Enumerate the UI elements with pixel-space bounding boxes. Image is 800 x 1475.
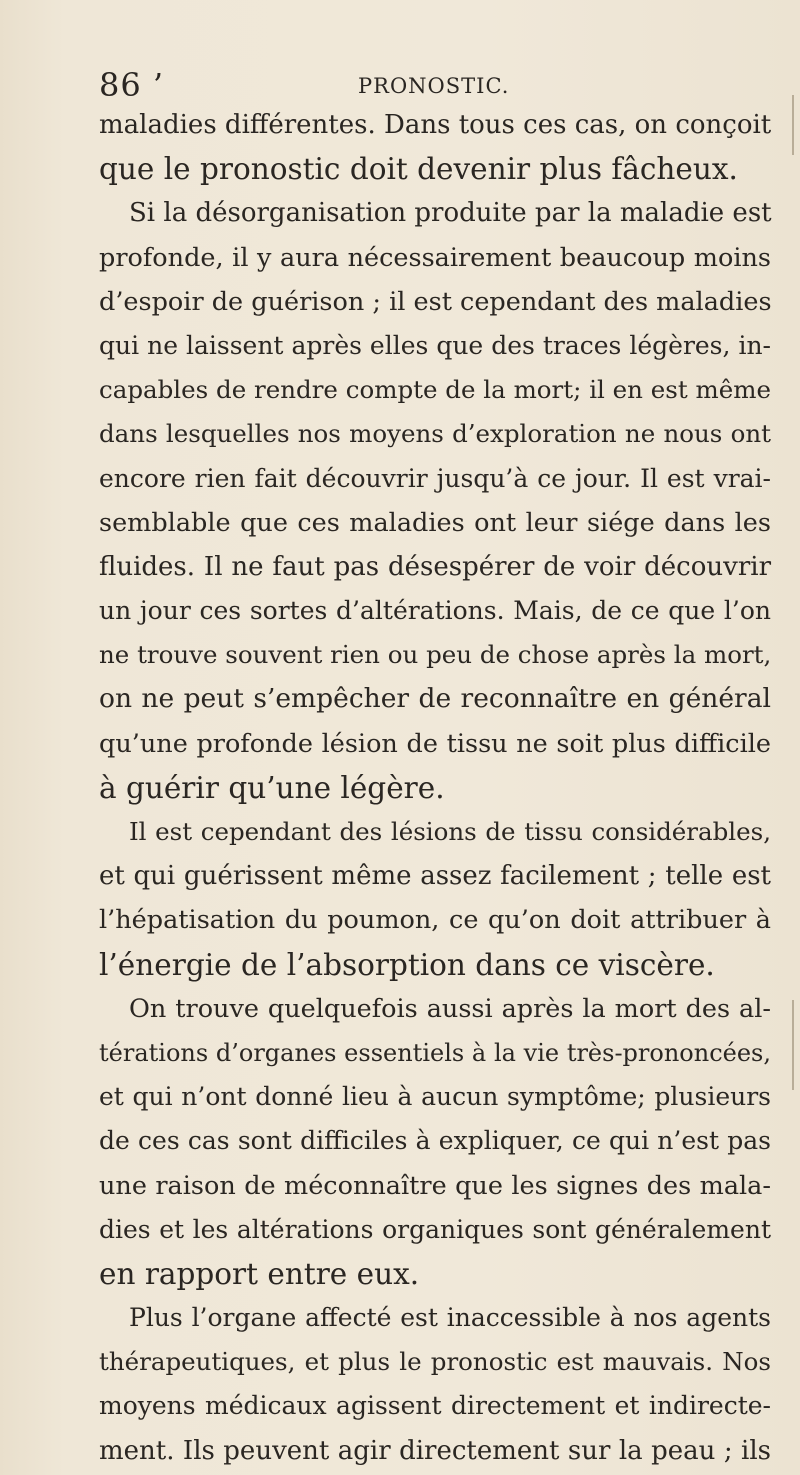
text-line: thérapeutiques, et plus le pronostic est mauvais. Nos bbox=[99, 1347, 771, 1377]
text-line: Plus l’organe affecté est inaccessible à nos agents bbox=[129, 1303, 771, 1333]
page-header bbox=[99, 60, 760, 104]
text-line: l’énergie de l’absorption dans ce viscère. bbox=[99, 947, 715, 982]
text-line: dies et les altérations organiques sont généralement bbox=[99, 1214, 771, 1244]
text-line: en rapport entre eux. bbox=[99, 1256, 420, 1291]
text-line: qu’une profonde lésion de tissu ne soit plus difficile bbox=[99, 728, 771, 759]
text-line: que le pronostic doit devenir plus fâcheux. bbox=[99, 152, 738, 187]
text-line: Il est cependant des lésions de tissu considérables, bbox=[129, 817, 771, 846]
text-line: qui ne laissent après elles que des traces légères, in- bbox=[99, 330, 771, 360]
text-line: dans lesquelles nos moyens d’exploration ne nous ont bbox=[99, 419, 771, 449]
text-line: capables de rendre compte de la mort; il en est même bbox=[99, 375, 771, 405]
text-line: ne trouve souvent rien ou peu de chose après la mort, bbox=[99, 640, 772, 670]
text-line: un jour ces sortes d’altérations. Mais, de ce que l’on bbox=[99, 596, 771, 626]
text-line: fluides. Il ne faut pas désespérer de voir découvrir bbox=[99, 551, 771, 582]
text-line: Si la désorganisation produite par la maladie est bbox=[129, 198, 772, 229]
text-line: une raison de méconnaître que les signes des mala- bbox=[99, 1170, 771, 1201]
text-line: d’espoir de guérison ; il est cependant des maladies bbox=[99, 286, 772, 317]
body-text bbox=[99, 103, 771, 1473]
text-line: On trouve quelquefois aussi après la mort des al- bbox=[129, 993, 771, 1024]
text-line: maladies différentes. Dans tous ces cas, on conçoit bbox=[99, 110, 772, 140]
text-line: à guérir qu’une légère. bbox=[99, 770, 445, 805]
text-line: on ne peut s’empêcher de reconnaître en général bbox=[99, 683, 771, 715]
text-line: profonde, il y aura nécessairement beaucoup moins bbox=[99, 242, 771, 273]
text-line: térations d’organes essentiels à la vie très-prononcées, bbox=[99, 1038, 771, 1067]
page-number: 86 ’ bbox=[99, 66, 165, 104]
text-line: et qui n’ont donné lieu à aucun symptôme; plusieurs bbox=[99, 1082, 771, 1112]
page-edge-mark bbox=[792, 1000, 794, 1090]
text-line: et qui guérissent même assez facilement ; telle est bbox=[99, 861, 771, 892]
text-line: de ces cas sont difficiles à expliquer, ce qui n’est pas bbox=[99, 1126, 771, 1156]
text-line: encore rien fait découvrir jusqu’à ce jour. Il est vrai- bbox=[99, 463, 771, 493]
running-title: PRONOSTIC. bbox=[358, 74, 510, 98]
text-line: semblable que ces maladies ont leur siége dans les bbox=[99, 507, 771, 538]
page-edge-mark bbox=[792, 95, 794, 155]
text-line: moyens médicaux agissent directement et indirecte- bbox=[99, 1391, 771, 1421]
text-line: l’hépatisation du poumon, ce qu’on doit attribuer à bbox=[99, 905, 771, 936]
text-line: ment. Ils peuvent agir directement sur la peau ; ils bbox=[99, 1435, 771, 1466]
